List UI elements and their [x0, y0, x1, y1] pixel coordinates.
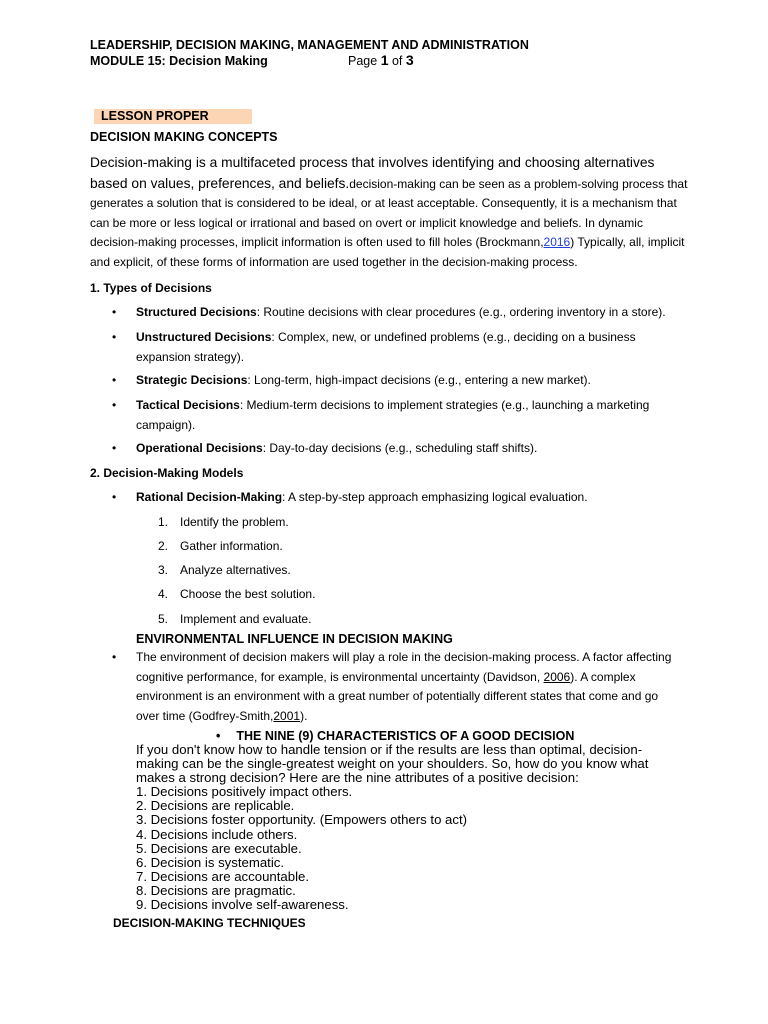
- list-item: • Tactical Decisions: Medium-term decisions to implement strategies (e.g., launching a marketing campaign).: [112, 398, 650, 432]
- characteristic-item: 6. Decision is systematic.: [136, 854, 285, 870]
- characteristic-item: 3. Decisions foster opportunity. (Empowers others to act): [136, 812, 468, 828]
- nine-characteristics-heading: • THE NINE (9) CHARACTERISTICS OF A GOOD DECISION: [216, 729, 575, 743]
- nine-characteristics-body: [136, 743, 681, 912]
- page-indicator: Page 1 of 3: [348, 52, 414, 68]
- step-item: 3. Analyze alternatives.: [158, 563, 291, 577]
- models-heading: 2. Decision-Making Models: [90, 466, 244, 480]
- environment-heading: ENVIRONMENTAL INFLUENCE IN DECISION MAKING: [136, 632, 453, 646]
- list-item-rational: • Rational Decision-Making: A step-by-step approach emphasizing logical evaluation.: [112, 490, 588, 504]
- step-item: 5. Implement and evaluate.: [158, 612, 312, 626]
- list-item: • Unstructured Decisions: Complex, new, or undefined problems (e.g., deciding on a business expansion strategy).: [112, 330, 636, 364]
- list-item: • Structured Decisions: Routine decisions with clear procedures (e.g., ordering inventory in a store).: [112, 305, 666, 319]
- environment-paragraph: • The environment of decision makers will play a role in the decision-making process. A factor affecting cognitive performance, for example, is environmental uncertainty (Davidson, 2006). A complex environment is an environment with a great number of potentially different states that come and go over time (Godfrey-Smith,2001).: [112, 650, 672, 723]
- list-item: • Strategic Decisions: Long-term, high-impact decisions (e.g., entering a new market).: [112, 373, 591, 387]
- techniques-heading: DECISION-MAKING TECHNIQUES: [113, 916, 306, 930]
- nine-list: [136, 785, 681, 912]
- characteristic-item: 8. Decisions are pragmatic.: [136, 882, 296, 898]
- citation-link-2016[interactable]: 2016: [543, 235, 571, 250]
- module-title: MODULE 15: Decision Making: [90, 54, 268, 68]
- citation-2006: 2006: [543, 669, 571, 684]
- page-current: 1: [380, 52, 389, 68]
- step-item: 4. Choose the best solution.: [158, 587, 316, 601]
- characteristic-item: 2. Decisions are replicable.: [136, 798, 295, 814]
- course-title: LEADERSHIP, DECISION MAKING, MANAGEMENT AND ADMINISTRATION: [90, 38, 529, 52]
- concepts-paragraph: Decision-making is a multifaceted process that involves identifying and choosing alternatives based on values, preferences, and beliefs.decision-making can be seen as a problem-solving process that generates a solution that is considered to be ideal, or at least acceptable. Consequently, it is a mechanism that can be more or less logical or irrational and based on overt or implicit knowledge and beliefs. In dynamic decision-making processes, implicit information is often used to fill holes (Brockmann,2016) Typically, all, implicit and explicit, of these forms of information are used together in the decision-making process.: [90, 155, 688, 269]
- characteristic-item: 1. Decisions positively impact others.: [136, 784, 353, 800]
- step-item: 1. Identify the problem.: [158, 515, 289, 529]
- page-total: 3: [405, 52, 414, 68]
- characteristic-item: 4. Decisions include others.: [136, 826, 298, 842]
- characteristic-item: 5. Decisions are executable.: [136, 840, 302, 856]
- nine-intro: If you don't know how to handle tension or if the results are less than optimal, decision-making can be the single-greatest weight on your shoulders. So, how do you know what makes a strong decision? Here are the nine attributes of a positive decision:: [136, 742, 649, 786]
- list-item: • Operational Decisions: Day-to-day decisions (e.g., scheduling staff shifts).: [112, 441, 538, 455]
- characteristic-item: 7. Decisions are accountable.: [136, 868, 310, 884]
- types-heading: 1. Types of Decisions: [90, 281, 212, 295]
- characteristic-item: 9. Decisions involve self-awareness.: [136, 897, 349, 913]
- step-item: 2. Gather information.: [158, 539, 283, 553]
- concepts-heading: DECISION MAKING CONCEPTS: [90, 130, 278, 144]
- citation-2001: 2001: [273, 708, 301, 723]
- lesson-proper-label: LESSON PROPER: [94, 109, 252, 124]
